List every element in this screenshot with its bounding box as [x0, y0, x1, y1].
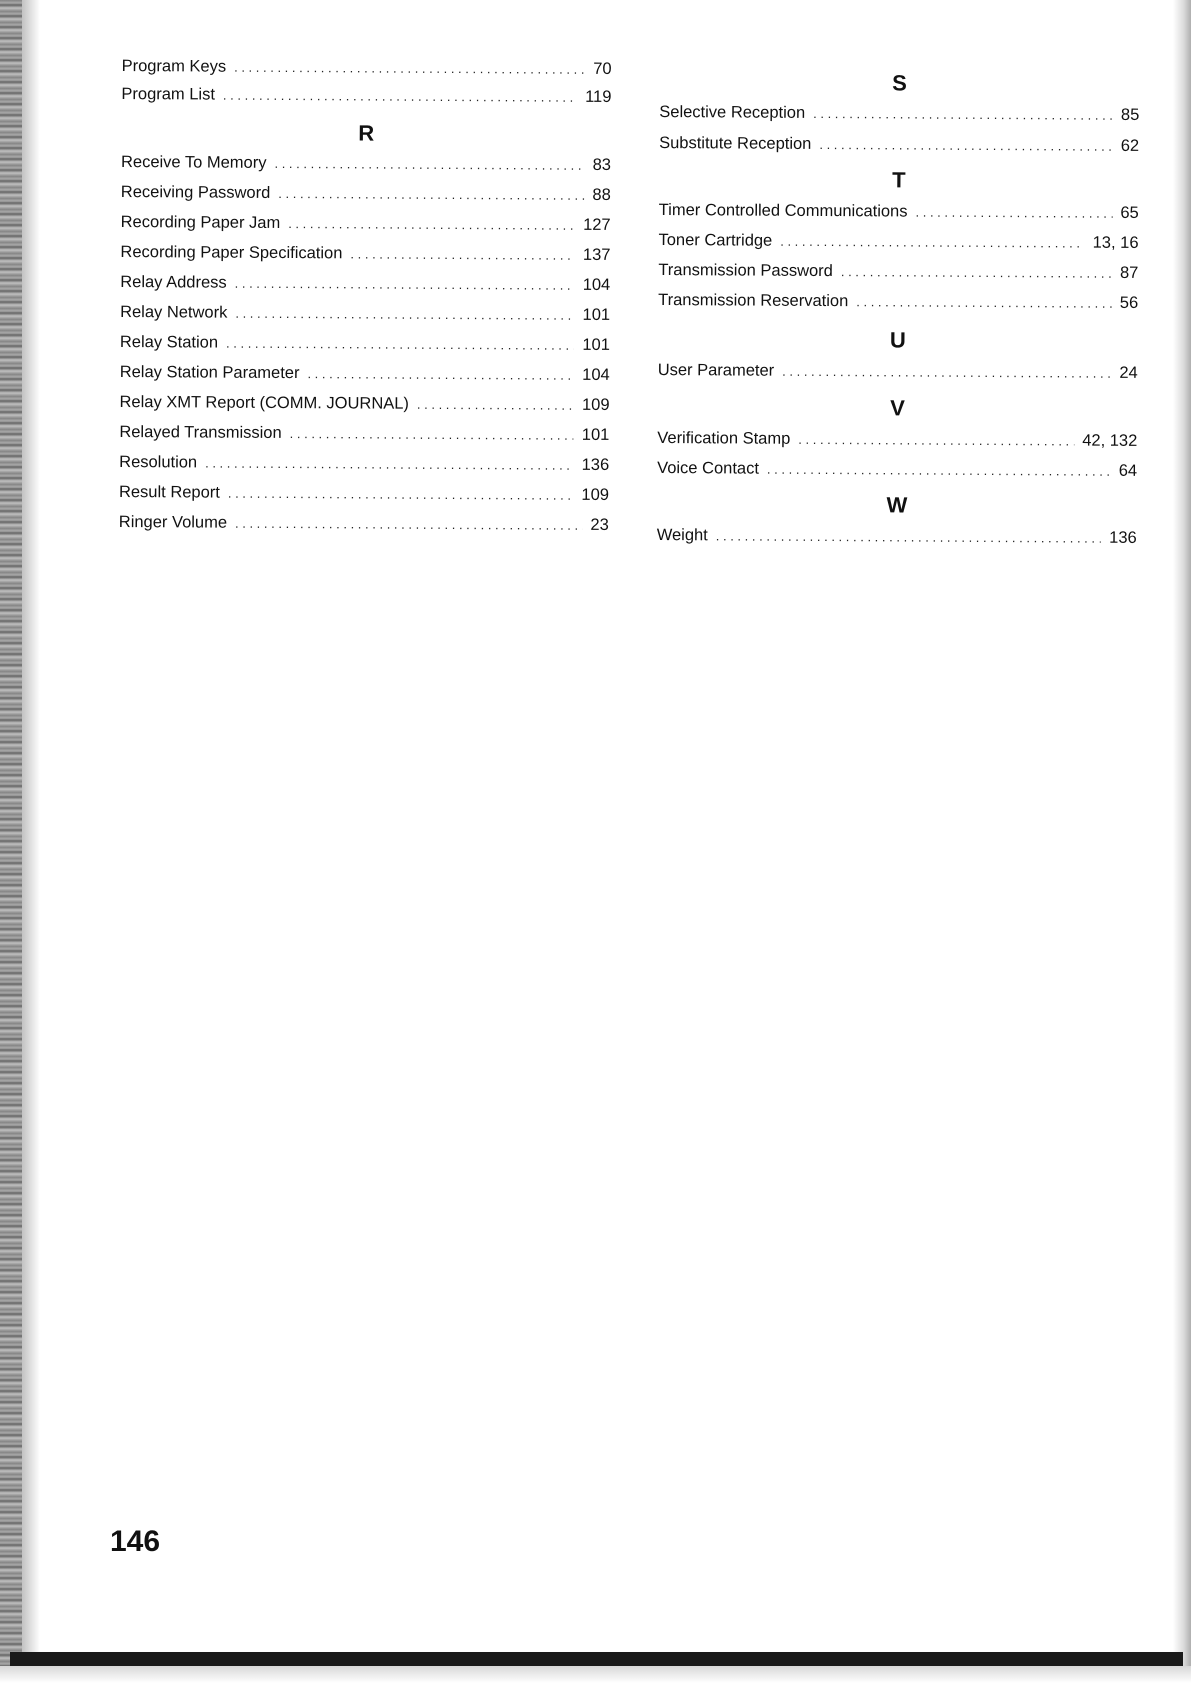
index-column-right: [656, 0, 1140, 547]
dot-leader: [290, 422, 574, 447]
index-page-ref: 101: [582, 335, 610, 354]
index-entry: [120, 300, 610, 327]
section-heading-w: W: [886, 492, 908, 518]
index-term: Toner Cartridge: [658, 230, 773, 250]
dot-leader: [307, 362, 574, 387]
dot-leader: [782, 360, 1111, 385]
index-entry: [657, 456, 1137, 483]
scan-edge-bottom-shadow: [0, 1666, 1191, 1683]
index-entry: [119, 420, 609, 447]
index-entry: [659, 100, 1139, 127]
index-term: Substitute Reception: [659, 133, 812, 153]
dot-leader: [235, 512, 583, 537]
index-page-ref: 101: [582, 305, 611, 324]
dot-leader: [417, 393, 574, 417]
index-page-ref: 88: [592, 185, 611, 204]
index-entry: [121, 180, 611, 207]
index-page-ref: 109: [581, 395, 610, 414]
index-term: Recording Paper Specification: [120, 242, 343, 263]
index-term: Relay Network: [120, 302, 228, 322]
index-page-ref: 13, 16: [1092, 233, 1139, 252]
index-term: Resolution: [119, 452, 198, 472]
index-term: Transmission Reservation: [658, 290, 849, 311]
section-heading-t: T: [892, 167, 906, 193]
index-term: Relay Address: [120, 272, 227, 292]
index-term: Verification Stamp: [657, 428, 791, 448]
dot-leader: [235, 302, 574, 327]
dot-leader: [350, 242, 575, 267]
dot-leader: [205, 452, 574, 477]
index-page-ref: 70: [593, 59, 612, 78]
index-term: Selective Reception: [659, 102, 806, 122]
index-entry: [657, 426, 1137, 453]
index-entry: [120, 360, 610, 387]
index-term: Recording Paper Jam: [120, 212, 281, 232]
index-page-ref: 119: [585, 87, 612, 106]
index-entry: [659, 131, 1139, 158]
index-page-ref: 127: [583, 215, 611, 234]
index-term: Relayed Transmission: [119, 422, 282, 442]
index-page-ref: 104: [582, 365, 610, 384]
dot-leader: [223, 84, 577, 109]
index-term: Timer Controlled Communications: [658, 200, 908, 221]
index-term: Transmission Password: [658, 260, 833, 281]
index-page-ref: 101: [581, 425, 610, 444]
index-entry: [121, 210, 611, 237]
index-page-ref: 65: [1120, 203, 1139, 222]
dot-leader: [228, 482, 574, 507]
index-term: Relay Station Parameter: [119, 362, 300, 383]
dot-leader: [767, 458, 1111, 483]
index-page-ref: 42, 132: [1082, 431, 1138, 450]
index-entry: [658, 358, 1138, 385]
index-page-ref: 136: [1109, 528, 1137, 547]
dot-leader: [780, 230, 1085, 255]
index-page-ref: 23: [590, 515, 609, 534]
index-entry: [119, 450, 609, 477]
section-heading-r: R: [358, 120, 375, 146]
dot-leader: [278, 182, 584, 207]
dot-leader: [235, 272, 575, 297]
dot-leader: [234, 56, 585, 81]
index-entry: [658, 228, 1138, 255]
index-entry: [119, 510, 609, 537]
index-page-ref: 104: [582, 275, 611, 294]
dot-leader: [274, 152, 584, 177]
index-column-left: [118, 0, 612, 534]
index-page-ref: 62: [1120, 136, 1140, 155]
dot-leader: [841, 260, 1112, 285]
dot-leader: [813, 102, 1113, 127]
section-heading-u: U: [889, 327, 906, 353]
index-page-ref: 85: [1120, 105, 1140, 124]
index-term: Receive To Memory: [120, 152, 267, 172]
index-page-ref: 83: [592, 155, 612, 174]
index-term: Weight: [656, 525, 708, 545]
dot-leader: [288, 212, 575, 237]
index-term: Result Report: [118, 482, 220, 502]
index-page-ref: 56: [1119, 293, 1139, 312]
index-entry: [659, 198, 1139, 225]
index-term: Relay XMT Report (COMM. JOURNAL): [119, 392, 410, 413]
page-number: 146: [110, 1525, 161, 1558]
index-entry: [658, 258, 1138, 285]
dot-leader: [819, 133, 1113, 158]
index-entry: [120, 240, 610, 267]
index-term: Relay Station: [119, 332, 219, 352]
index-term: Receiving Password: [120, 182, 271, 202]
index-entry: [120, 330, 610, 357]
scan-edge-bottom: [10, 1652, 1183, 1666]
index-page-ref: 137: [582, 245, 611, 264]
index-page-ref: 87: [1119, 263, 1139, 282]
index-term: Ringer Volume: [118, 512, 228, 532]
index-entry: [120, 270, 610, 297]
dot-leader: [915, 201, 1112, 225]
index-entry: [658, 288, 1138, 315]
index-term: Program List: [121, 84, 216, 104]
scan-edge-left-shadow: [22, 0, 40, 1683]
index-entry: [121, 82, 611, 109]
section-heading-s: S: [892, 70, 907, 96]
index-page-ref: 136: [581, 455, 610, 474]
dot-leader: [856, 290, 1112, 315]
index-entry: [657, 523, 1137, 550]
index-page-ref: 64: [1118, 461, 1138, 480]
dot-leader: [716, 524, 1102, 550]
index-page-ref: 109: [581, 485, 610, 504]
dot-leader: [798, 428, 1074, 453]
index-entry: [121, 150, 611, 177]
index-entry: [119, 480, 609, 507]
index-page-ref: 24: [1119, 363, 1138, 382]
scan-edge-right: [1173, 0, 1191, 1683]
dot-leader: [226, 332, 574, 357]
section-heading-v: V: [890, 395, 905, 421]
scan-edge-left: [0, 0, 22, 1683]
index-term: Voice Contact: [657, 458, 760, 478]
index-entry: [122, 54, 612, 81]
index-term: User Parameter: [657, 360, 775, 380]
index-term: Program Keys: [121, 56, 227, 76]
index-entry: [119, 390, 609, 417]
